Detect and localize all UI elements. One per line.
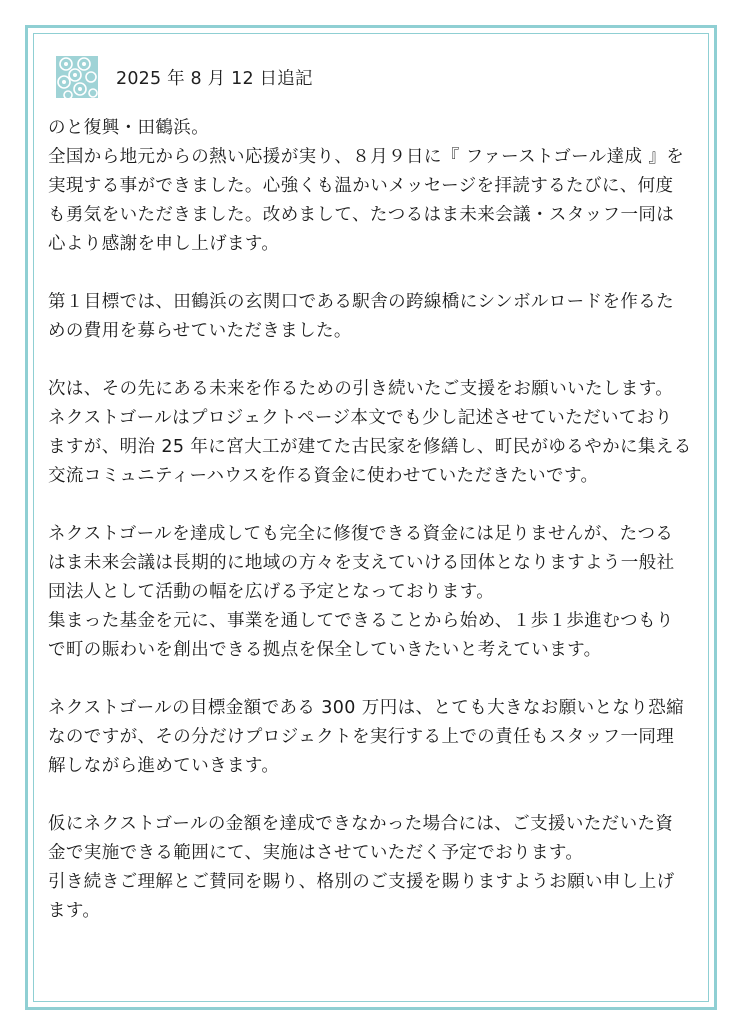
paragraph-line: 引き続きご理解とご賛同を賜り、格別のご支援を賜りますようお願い申し上げ [48, 872, 675, 892]
paragraph-line: なのですが、その分だけプロジェクトを実行する上での責任もスタッフ一同理 [48, 727, 675, 747]
body-paragraph [48, 288, 698, 346]
paragraph-line: も勇気をいただきました。改めまして、たつるはま未来会議・スタッフ一同は [48, 205, 675, 225]
paragraph-line: 金で実施できる範囲にて、実施はさせていただく予定でおります。 [48, 843, 584, 863]
paragraph-line: 実現する事ができました。心強くも温かいメッセージを拝読するたびに、何度 [48, 176, 674, 196]
body-paragraph [48, 694, 698, 781]
paragraph-line: めの費用を募らせていただきました。 [48, 321, 352, 341]
paragraph-line: はま未来会議は長期的に地域の方々を支えていける団体となりますよう一般社 [48, 553, 675, 573]
paragraph-line: 集まった基金を元に、事業を通してできることから始め、１歩１歩進むつもり [48, 611, 674, 631]
paragraph-line: 交流コミュニティーハウスを作る資金に使わせていただきたいです。 [48, 466, 599, 486]
paragraph-line: 仮にネクストゴールの金額を達成できなかった場合には、ご支援いただいた資 [48, 814, 674, 834]
update-header [56, 56, 313, 98]
paragraph-line: ますが、明治 25 年に宮大工が建てた古民家を修繕し、町民がゆるやかに集える [48, 437, 692, 457]
body-paragraph [48, 375, 698, 491]
paragraph-line: ネクストゴールの目標金額である 300 万円は、とても大きなお願いとなり恐縮 [48, 698, 684, 718]
paragraph-line: ネクストゴールはプロジェクトページ本文でも少し記述させていただいており [48, 408, 673, 428]
body-paragraph [48, 114, 698, 259]
body-paragraph [48, 810, 698, 926]
paragraph-line: ます。 [48, 901, 101, 921]
paragraph-line: 心より感謝を申し上げます。 [48, 234, 280, 254]
paragraph-line: 団法人として活動の幅を広げる予定となっております。 [48, 582, 495, 602]
paragraph-line: 第１目標では、田鶴浜の玄関口である駅舎の跨線橋にシンボルロードを作るた [48, 292, 675, 312]
patterned-square-logo-icon [56, 56, 98, 98]
body-paragraph [48, 520, 698, 665]
paragraph-line: ネクストゴールを達成しても完全に修復できる資金には足りませんが、たつる [48, 524, 674, 544]
update-body [48, 114, 698, 955]
paragraph-line: 次は、その先にある未来を作るための引き続いたご支援をお願いいたします。 [48, 379, 674, 399]
paragraph-line: 全国から地元からの熱い応援が実り、８月９日に『 ファーストゴール達成 』を [48, 147, 685, 167]
paragraph-line: で町の賑わいを創出できる拠点を保全していきたいと考えています。 [48, 640, 602, 660]
update-date: 2025 年 8 月 12 日追記 [116, 68, 313, 89]
paragraph-line: のと復興・田鶴浜。 [48, 118, 210, 138]
paragraph-line: 解しながら進めていきます。 [48, 756, 280, 776]
